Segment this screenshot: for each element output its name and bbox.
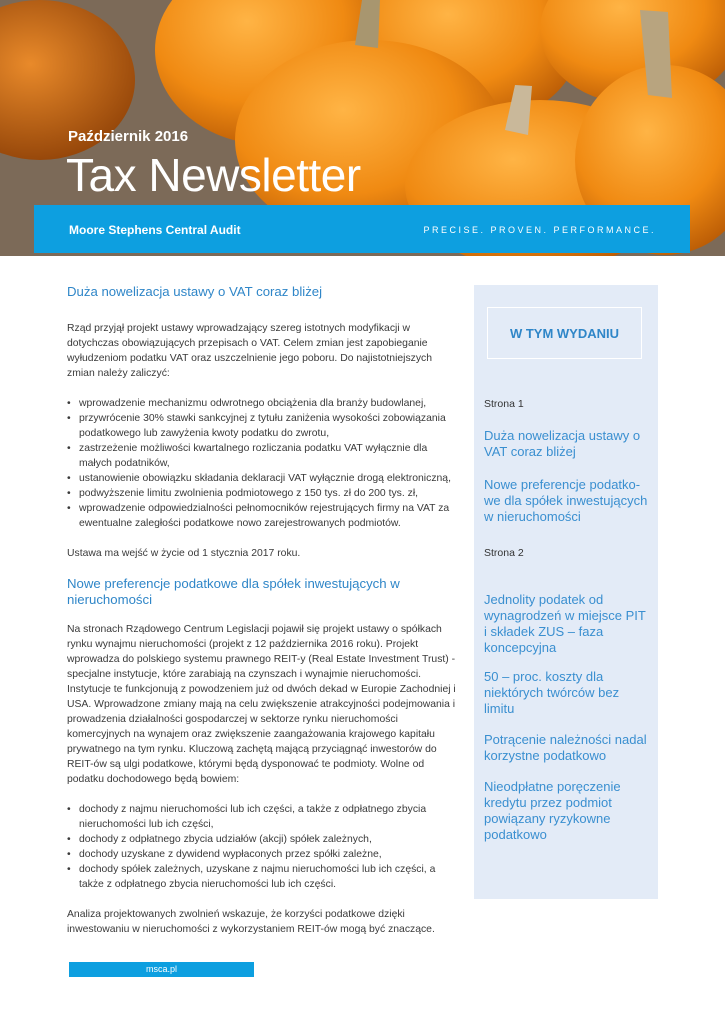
list-item: • zastrzeżenie możliwości kwartalnego rozliczania podatku VAT wyłącznie dla małych podatników, xyxy=(67,441,457,471)
list-item: • dochody uzyskane z dywidend wypłaconych przez spółki zależne, xyxy=(67,847,457,862)
toc-link-creators-costs[interactable]: 50 – proc. koszty dla niektórych twórców bez limitu xyxy=(484,669,620,716)
list-item: • przywrócenie 30% stawki sankcyjnej z tytułu zaniżenia wysokości zobowiązania podatkowego lub zawyżenia kwoty podatku do zwrotu, xyxy=(67,411,457,441)
contents-sidebar xyxy=(474,285,658,899)
toc-link-offset[interactable]: Potrącenie należności nadal korzystne podatkowo xyxy=(484,732,647,763)
toc-link-vat[interactable]: Duża nowelizacja ustawy o VAT coraz bliżej xyxy=(484,428,641,459)
contents-title-box xyxy=(487,307,642,359)
toc-link-reit[interactable]: Nowe preferencje podatko-we dla spółek inwestujących w nieruchomości xyxy=(484,477,648,524)
article-1-outro: Ustawa ma wejść w życie od 1 stycznia 2017 roku. xyxy=(67,548,301,559)
footer-url[interactable]: msca.pl xyxy=(69,962,254,977)
article-1-list xyxy=(67,396,457,531)
brand-band xyxy=(34,205,690,253)
newsletter-title: Tax Newsletter xyxy=(66,149,361,201)
article-2-list xyxy=(67,802,457,892)
toc-link-flat-tax[interactable]: Jednolity podatek od wynagrodzeń w miejsce PIT i składek ZUS – faza koncepcyjna xyxy=(484,592,646,655)
page-2-label: Strona 2 xyxy=(484,547,524,559)
article-2-heading: Nowe preferencje podatkowe dla spółek inwestujących w nieruchomości xyxy=(67,576,400,607)
tagline: PRECISE. PROVEN. PERFORMANCE. xyxy=(423,225,656,235)
article-2-intro: Na stronach Rządowego Centrum Legislacji pojawił się projekt ustawy o spółkach rynku wynajmu nieruchomości (projekt z 12 października 2016 roku). Projekt wprowadza do polskiego systemu prawnego REIT-y (Real Estate Investment Trust) - specjalne instytucje, które zarabiają na czynszach i wynajmie nieruchomości. Instytucje te funkcjonują z powodzeniem już od dwóch dekad w Europie Zachodniej i USA. Wprowadzone zmiany mają na celu zwiększenie atrakcyjności podejmowania i prowadzenia działalności gospodarczej w sektorze rynku nieruchomości komercyjnych na wynajem oraz zwiększenie zaangażowania krajowego kapitału prywatnego na tym rynku. Kluczową zachętą mającą przyciągnąć inwestorów do REIT-ów są ulgi podatkowe, którymi będą dysponować te podmioty. Wolne od podatku dochodowego będą bowiem: xyxy=(67,624,456,785)
list-item: • ustanowienie obowiązku składania deklaracji VAT wyłącznie drogą elektroniczną, xyxy=(67,471,457,486)
main-column xyxy=(67,284,457,952)
page-1-label: Strona 1 xyxy=(484,398,524,410)
contents-title: W TYM WYDANIU xyxy=(509,326,620,341)
article-2-outro: Analiza projektowanych zwolnień wskazuje, że korzyści podatkowe dzięki inwestowaniu w nieruchomości z wykorzystaniem REIT-ów mogą być znaczące. xyxy=(67,909,435,935)
list-item: • dochody z odpłatnego zbycia udziałów (akcji) spółek zależnych, xyxy=(67,832,457,847)
list-item: • wprowadzenie odpowiedzialności pełnomocników rejestrujących firmy na VAT za ewentualne zaległości podatkowe nowo zarejestrowanych podmiotów. xyxy=(67,501,457,531)
list-item: • dochody z najmu nieruchomości lub ich części, a także z odpłatnego zbycia nieruchomości lub ich części, xyxy=(67,802,457,832)
article-1-intro: Rząd przyjął projekt ustawy wprowadzający szereg istotnych modyfikacji w dotychczas obowiązujących przepisach o VAT. Celem zmian jest zapobieganie wyłudzeniom podatku VAT oraz uszczelnienie jego poboru. Do najistotniejszych zmian należy zaliczyć: xyxy=(67,323,433,379)
company-name: Moore Stephens Central Audit xyxy=(69,223,241,237)
toc-link-guarantee[interactable]: Nieodpłatne poręczenie kredytu przez podmiot powiązany ryzykowne podatkowo xyxy=(484,779,621,842)
list-item: • podwyższenie limitu zwolnienia podmiotowego z 150 tys. zł do 200 tys. zł, xyxy=(67,486,457,501)
list-item: • dochody spółek zależnych, uzyskane z najmu nieruchomości lub ich części, a także z odpłatnego zbycia nieruchomości lub ich części. xyxy=(67,862,457,892)
header-banner xyxy=(0,0,725,256)
article-1-heading: Duża nowelizacja ustawy o VAT coraz bliżej xyxy=(67,284,323,299)
issue-date: Październik 2016 xyxy=(68,128,189,145)
list-item: • wprowadzenie mechanizmu odwrotnego obciążenia dla branży budowlanej, xyxy=(67,396,457,411)
